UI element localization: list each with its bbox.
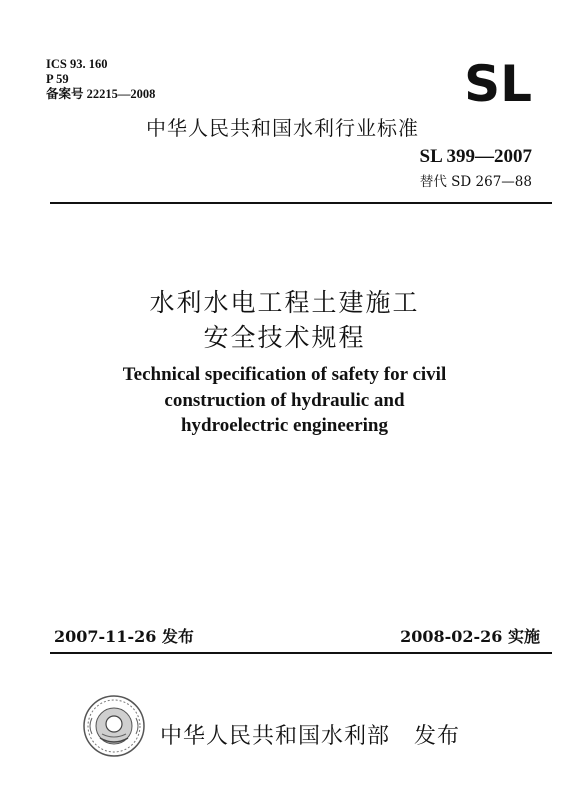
replaces-standard: 替代 SD 267—88 xyxy=(419,174,532,190)
standard-number: SL 399—2007 xyxy=(419,146,532,167)
top-divider xyxy=(50,202,552,204)
header-metadata xyxy=(46,57,155,102)
title-english-line-1: Technical specification of safety for civil xyxy=(122,364,447,385)
title-chinese-line-1: 水利水电工程土建施工 xyxy=(149,288,420,317)
sl-logo xyxy=(452,57,544,105)
title-chinese-line-2: 安全技术规程 xyxy=(203,323,366,352)
publish-action: 发布 xyxy=(414,724,461,749)
standard-category: 中华人民共和国水利行业标准 xyxy=(146,116,419,140)
issue-date: 2007-11-26 发布 xyxy=(54,627,194,646)
sl-logo-text: SL xyxy=(464,57,532,105)
publisher xyxy=(160,719,460,750)
bottom-divider xyxy=(50,652,552,654)
implementation-date: 2008-02-26 实施 xyxy=(400,627,540,646)
publisher-name: 中华人民共和国水利部 xyxy=(160,724,391,749)
ics-code: ICS 93. 160 xyxy=(46,57,108,71)
p-code: P 59 xyxy=(46,72,69,86)
title-english-line-2: construction of hydraulic and xyxy=(164,390,405,411)
title-english-line-3: hydroelectric engineering xyxy=(180,415,388,436)
filing-number: 备案号 22215—2008 xyxy=(46,87,156,101)
ministry-seal-icon xyxy=(82,694,146,758)
